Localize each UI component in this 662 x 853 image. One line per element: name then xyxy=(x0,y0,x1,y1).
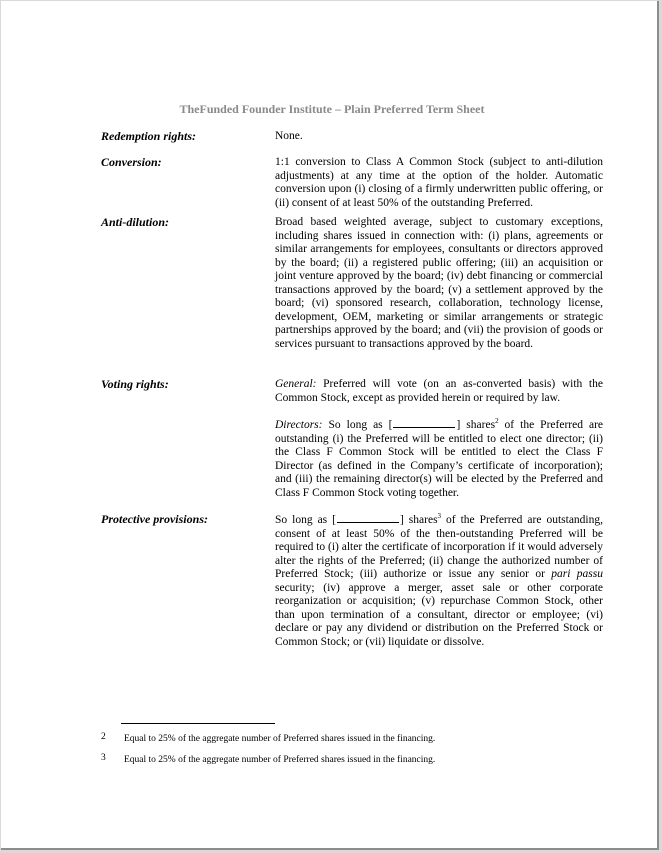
share-count-blank xyxy=(393,418,455,428)
directors-mid: ] shares xyxy=(456,419,496,431)
footnote-number: 3 xyxy=(101,753,106,763)
document-title: TheFunded Founder Institute – Plain Preferred Term Sheet xyxy=(179,102,485,116)
voting-general-paragraph xyxy=(275,378,603,405)
footnote-number: 2 xyxy=(101,732,106,742)
footnote-text: Equal to 25% of the aggregate number of Preferred shares issued in the financing. xyxy=(124,734,436,744)
voting-directors-head: Directors: xyxy=(275,419,323,431)
anti-dilution-text: Broad based weighted average, subject to customary exceptions, including shares issued in connection with: (i) plans, agreements or similar arrangements for employees, consultants or directors approved by the board; (ii) a registered public offering; (iii) an acquisition or joint venture approved by the board; (iv) debt financing or commercial transactions approved by the board; (v) a settlement approved by the board; (vi) sponsored research, collaboration, technology license, development, OEM, marketing or similar arrangements or strategic partnerships approved by the board; and (vii) the provision of goods or services pursuant to transactions approved by the board. xyxy=(275,216,603,350)
protective-text-a: of the Preferred are outstanding, consent of at least 50% of the then-outstanding Preferred will be required to (i) alter the certificate of incorporation if it would adversely alter the rights of the Preferred; (ii) change the authorized number of Preferred Stock; (iii) authorize or issue any senior or xyxy=(275,514,603,580)
protective-italic: pari passu xyxy=(551,568,604,580)
section-label: Protective provisions: xyxy=(101,512,208,526)
voting-general-text: Preferred will vote (on an as-converted basis) with the Common Stock, except as provided herein or required by law. xyxy=(275,378,603,404)
footnote-divider xyxy=(121,723,275,724)
section-label: Voting rights: xyxy=(101,377,169,391)
protective-text-b: security; (iv) approve a merger, asset sale or other corporate reorganization or acquisition; (v) repurchase Common Stock, other than upon termination of a consultant, director or employee; (vi) declare or pay any dividend or distribution on the Preferred Stock or Common Stock; or (vii) liquidate or dissolve. xyxy=(275,581,603,648)
directors-post: of the Preferred are outstanding (i) the Preferred will be entitled to elect one director; (ii) the Class F Common Stock will be entitled to elect the Class F Director (as defined in the Company’s certificate of incorporation); and (iii) the remaining director(s) will be elected by the Preferred and Class F Common Stock voting together. xyxy=(275,419,603,499)
section-text xyxy=(275,216,603,351)
voting-directors-paragraph xyxy=(275,418,603,500)
section-text xyxy=(275,156,603,210)
footnote-text: Equal to 25% of the aggregate number of Preferred shares issued in the financing. xyxy=(124,755,436,765)
conversion-text: 1:1 conversion to Class A Common Stock (subject to anti-dilution adjustments) at any time at the option of the holder. Automatic conversion upon (i) closing of a firmly underwritten public offering, or (ii) consent of at least 50% of the outstanding Preferred. xyxy=(275,156,603,209)
section-label: Conversion: xyxy=(101,155,162,169)
footnote-ref: 3 xyxy=(437,512,442,521)
section-label: Redemption rights: xyxy=(101,129,197,143)
redemption-text: None. xyxy=(275,130,303,142)
footnote-ref: 2 xyxy=(495,417,499,426)
protective-paragraph xyxy=(275,513,603,649)
section-label: Anti-dilution: xyxy=(101,215,170,229)
share-count-blank xyxy=(337,513,399,523)
directors-pre: So long as [ xyxy=(322,419,393,431)
protective-mid: ] shares xyxy=(399,514,438,526)
section-text xyxy=(275,130,603,144)
protective-pre: So long as [ xyxy=(275,514,336,526)
section-text xyxy=(275,513,603,649)
document-page xyxy=(1,1,659,850)
section-text xyxy=(275,378,603,500)
voting-general-head: General: xyxy=(275,378,317,390)
